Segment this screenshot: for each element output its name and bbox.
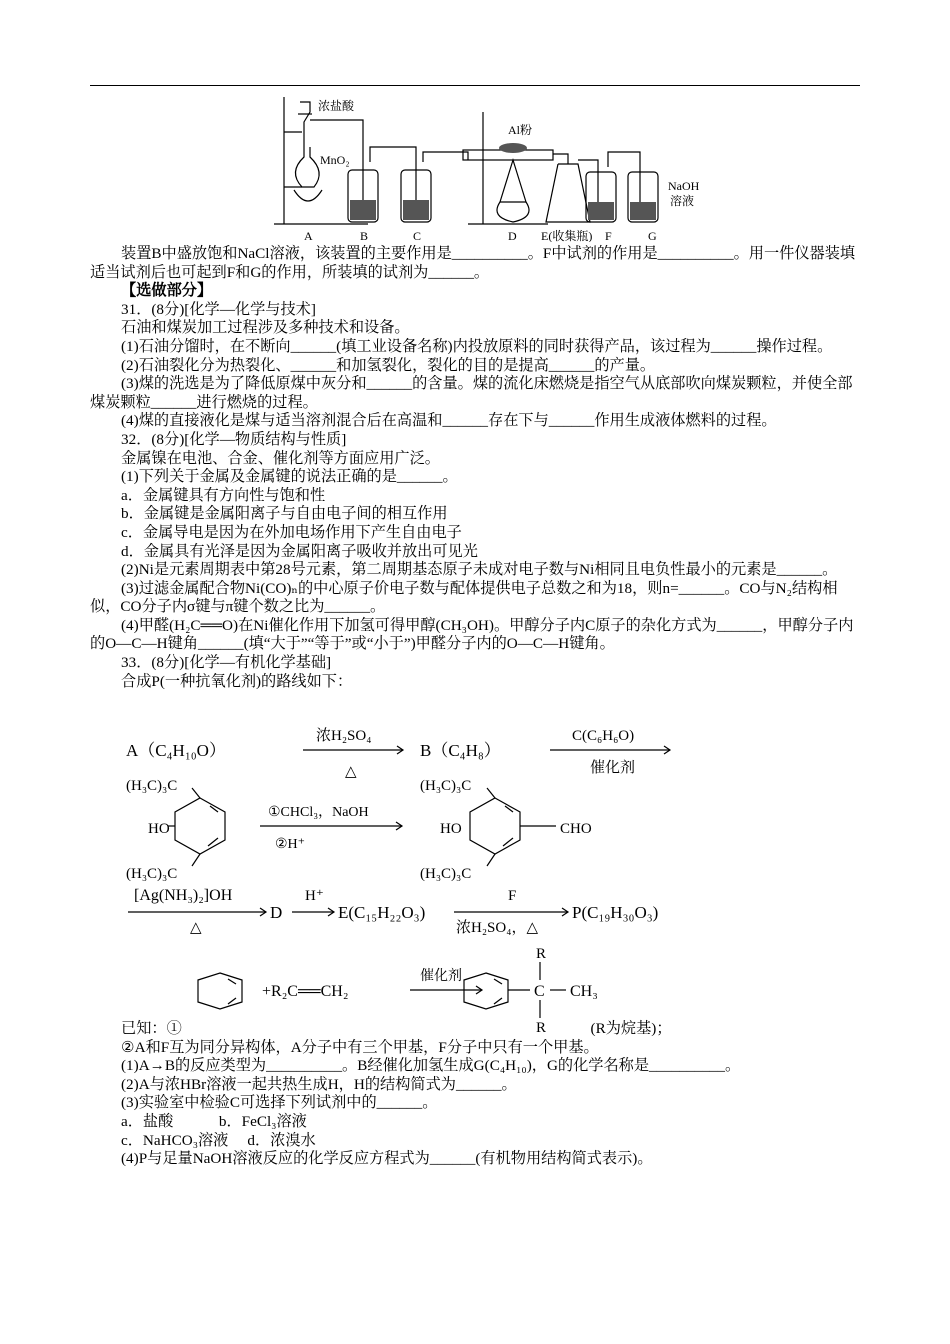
question-text [90,245,860,691]
catalyst-label: 催化剂 [420,969,462,984]
heat-symbol: △ [190,920,202,936]
question-text-bottom [90,1020,860,1169]
compound-b: B（C₄H₈） [420,741,501,760]
tbutyl-group: (H₃C)₃C [420,778,472,794]
flask-label-b: B [360,229,369,242]
q31-title: 31．(8分)[化学—化学与技术] [121,300,316,318]
flask-label-c: C [413,229,422,242]
flask-label-g: G [648,229,657,242]
q32-title: 32．(8分)[化学—物质结构与性质] [121,430,347,448]
reagent-h-plus: H⁺ [305,888,324,904]
q32-option-d: d．金属具有光泽是因为金属阳离子吸收并放出可见光 [121,542,478,560]
synthesis-scheme [120,718,740,1038]
q32-option-b: b．金属键是金属阳离子与自由电子间的相互作用 [121,505,448,523]
q31-part2: (2)石油裂化分为热裂化、______和加氢裂化，裂化的目的是提高______的产量。 [121,356,656,374]
compound-d: D [270,903,283,922]
q30-text: 装置B中盛放饱和NaCl溶液，该装置的主要作用是__________。F中试剂的作用是__________。用一件仪器装填适当试剂后也可起到F和G的作用，所装填的试剂为______。 [90,245,856,281]
tbutyl-group: (H₃C)₃C [126,866,178,882]
compound-p: P(C₁₉H₃₀O₃) [572,903,659,922]
q32-part1: (1)下列关于金属及金属键的说法正确的是______。 [121,468,458,486]
q31-part3: (3)煤的洗选是为了降低原煤中灰分和______的含量。煤的流化床燃烧是指空气从底部吹向煤炭颗粒，并使全部煤炭颗粒______进行燃烧的过程。 [90,375,853,411]
q33-part3: (3)实验室中检验C可选择下列试剂中的______。 [121,1094,438,1112]
aldehyde-label: CHO [560,821,592,837]
q32-intro: 金属镍在电池、合金、催化剂等方面应用广泛。 [121,449,440,467]
benzene-ring [198,973,242,1009]
apparatus-diagram [268,92,708,242]
hydroxyl-label: HO [148,821,170,837]
q33-part2: (2)A与浓HBr溶液一起共热生成H，H的结构简式为______。 [121,1075,517,1093]
tbutyl-group: (H₃C)₃C [420,866,472,882]
benzene-ring [175,798,225,854]
label-conc-hcl: 浓盐酸 [318,99,355,113]
central-carbon: C [534,983,545,1000]
label-solution: 溶液 [670,194,695,208]
q31-part4: (4)煤的直接液化是煤与适当溶剂混合后在高温和______存在下与______作用生成液体燃料的过程。 [121,412,777,430]
reagent-c: C(C₆H₆O) [572,728,635,744]
benzene-ring [464,973,508,1009]
known-1-note: (R为烷基)； [590,1020,672,1037]
q32-part2: (2)Ni是元素周期表中第28号元素，第二周期基态原子未成对电子数与Ni相同且电负性最小的元素是______。 [121,561,838,579]
reagent-step2: ②H⁺ [275,837,306,852]
q33-intro: 合成P(一种抗氧化剂)的路线如下： [121,672,353,690]
flask-label-d: D [508,229,517,242]
hydroxyl-label: HO [440,821,462,837]
section-heading: 【选做部分】 [121,282,213,300]
compound-e: E(C₁₅H₂₂O₃) [338,903,426,922]
q31-part1: (1)石油分馏时，在不断向______(填工业设备名称)内投放原料的同时获得产品，该过程为______操作过程。 [121,337,833,355]
known-2: ②A和F互为同分异构体，A分子中有三个甲基，F分子中只有一个甲基。 [121,1038,599,1056]
q32-option-c: c．金属导电是因为在外加电场作用下产生自由电子 [121,523,462,541]
flask-label-f: F [605,229,612,242]
reagent-f: F [508,888,517,904]
reagent-step1: ①CHCl₃，NaOH [268,805,369,820]
tbutyl-group: (H₃C)₃C [126,778,178,794]
q32-option-a: a．金属键具有方向性与饱和性 [121,486,326,504]
reagent-conc-h2so4-heat: 浓H₂SO₄，△ [456,920,539,936]
q33-part1: (1)A→B的反应类型为__________。B经催化加氢生成G(C₄H₁₀)，G的化学名称是__________。 [121,1057,741,1075]
q33-options-cd: c．NaHCO₃溶液 d．浓溴水 [121,1131,316,1149]
known-1 [90,1020,860,1039]
methyl-group: CH₃ [570,983,598,1000]
reagent-tollens: [Ag(NH₃)₂]OH [134,887,233,904]
q33-part4: (4)P与足量NaOH溶液反应的化学反应方程式为______(有机物用结构简式表示)。 [121,1150,653,1168]
label-al-powder: Al粉 [508,123,533,137]
q32-part3: (3)过滤金属配合物Ni(CO)ₙ的中心原子价电子数与配体提供电子总数之和为18，则n=______。CO与N₂结构相似，CO分子内σ键与π键个数之比为______。 [90,579,838,616]
r-group-bottom: R [536,1020,547,1036]
label-naoh: NaOH [668,179,700,193]
alkene-reagent: +R₂C══CH₂ [262,983,349,1000]
q33-title: 33．(8分)[化学—有机化学基础] [121,654,332,672]
flask-label-a: A [304,229,313,242]
header-rule [90,85,860,86]
q31-intro: 石油和煤炭加工过程涉及多种技术和设备。 [121,319,410,337]
heat-symbol: △ [345,764,357,780]
r-group-top: R [536,946,547,962]
label-mno2: MnO₂ [320,153,350,167]
catalyst-label: 催化剂 [590,760,636,776]
compound-a: A（C₄H₁₀O） [126,741,226,760]
flask-label-e: E(收集瓶) [541,229,593,242]
q32-part4: (4)甲醛(H₂C══O)在Ni催化作用下加氢可得甲醇(CH₃OH)。甲醇分子内C原子的杂化方式为______，甲醇分子内的O—C—H键角______(填“大于”“等于”或“小于”)甲醛分子内的O—C—H键角。 [90,616,854,653]
benzene-ring [470,798,520,854]
reagent-conc-h2so4: 浓H₂SO₄ [316,728,372,744]
q33-options-ab: a．盐酸 b．FeCl₃溶液 [121,1112,307,1130]
known-1-label: 已知：① [121,1020,182,1037]
